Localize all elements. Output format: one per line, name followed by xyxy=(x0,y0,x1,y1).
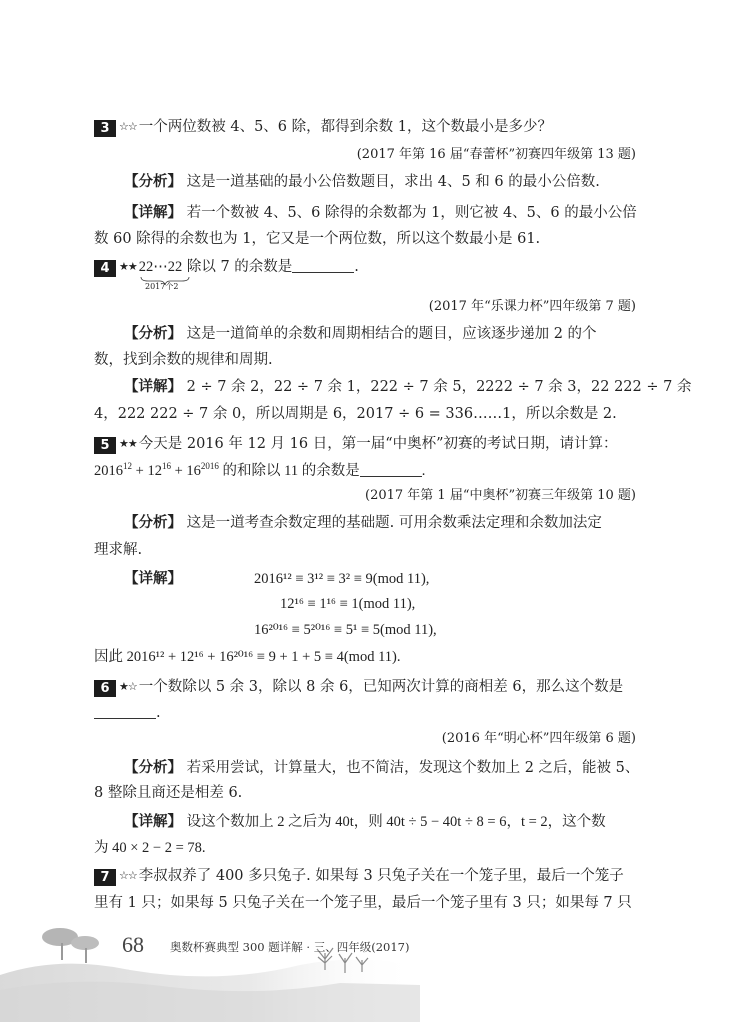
plus-sign: + xyxy=(132,463,148,479)
period: . xyxy=(421,463,426,479)
difficulty-stars: ★★ xyxy=(119,260,137,273)
problem-number-badge: 7 xyxy=(94,869,116,886)
equation-1: 2016¹² ≡ 3¹² ≡ 3² ≡ 9(mod 11), xyxy=(254,571,430,587)
problem-3-question xyxy=(94,117,552,137)
problem-3-detail-line1 xyxy=(124,203,637,223)
question-text: 一个两位数被 4、5、6 除，都得到余数 1，这个数最小是多少？ xyxy=(138,119,552,135)
detail-label: 【详解】 xyxy=(124,814,182,830)
problem-6-detail-line1 xyxy=(124,812,606,832)
problem-6-analysis-line2: 8 整除且商还是相差 6. xyxy=(94,785,243,801)
problem-4-question xyxy=(94,257,359,277)
problem-4-source: (2017 年“乐课力杯”四年级第 7 题) xyxy=(428,299,636,314)
problem-number-badge: 4 xyxy=(94,260,116,277)
problem-5-question-line1 xyxy=(94,434,618,454)
difficulty-stars: ★★ xyxy=(119,437,137,450)
problem-number-badge: 6 xyxy=(94,680,116,697)
problem-5-analysis-line2: 理求解. xyxy=(94,542,143,558)
analysis-text: 这是一道基础的最小公倍数题目，求出 4、5 和 6 的最小公倍数. xyxy=(186,174,600,190)
problem-number-badge: 3 xyxy=(94,120,116,137)
book-title: 奥数杯赛典型 300 题详解 · 三、四年级(2017) xyxy=(170,940,410,954)
analysis-text: 这是一道简单的余数和周期相结合的题目，应该逐步递加 2 的个 xyxy=(186,326,597,342)
plus-sign: + xyxy=(170,463,187,479)
answer-blank xyxy=(360,462,422,477)
repeated-digit-expression: 22⋯22 xyxy=(138,259,183,275)
question-text: 一个数除以 5 余 3，除以 8 余 6，已知两次计算的商相差 6，那么这个数是 xyxy=(138,679,624,695)
problem-5-analysis-line1 xyxy=(124,513,602,533)
problem-5-conclusion: 因此 2016¹² + 12¹⁶ + 16²⁰¹⁶ ≡ 9 + 1 + 5 ≡ 4(mod 11). xyxy=(94,649,401,665)
problem-5-detail-label xyxy=(124,569,182,589)
exponent-2016: 2016 xyxy=(200,461,219,471)
question-text: 除以 7 的余数是 xyxy=(186,259,293,275)
problem-6-source: (2016 年“明心杯”四年级第 6 题) xyxy=(441,731,636,746)
exponent-12: 12 xyxy=(123,461,132,471)
detail-label: 【详解】 xyxy=(124,205,182,221)
problem-3-detail-line2: 数 60 除得的余数也为 1，它又是一个两位数，所以这个数最小是 61. xyxy=(94,231,541,247)
base-12: 12 xyxy=(147,463,162,479)
analysis-label: 【分析】 xyxy=(124,174,182,190)
difficulty-stars: ☆☆ xyxy=(119,120,137,133)
analysis-text: 若采用尝试，计算量大，也不简洁，发现这个数加上 2 之后，能被 5、 xyxy=(186,760,640,776)
analysis-text: 这是一道考查余数定理的基础题. 可用余数乘法定理和余数加法定 xyxy=(186,515,602,531)
detail-text: 设这个数加上 2 之后为 40t，则 40t ÷ 5 − 40t ÷ 8 = 6，t = 2，这个数 xyxy=(186,814,606,830)
footer-landscape-decoration xyxy=(0,915,420,1022)
exponent-16: 16 xyxy=(161,461,171,471)
answer-blank xyxy=(292,258,354,273)
problem-4-detail-line2: 4，222 222 ÷ 7 余 0，所以周期是 6，2017 ÷ 6 = 336……1，所以余数是 2. xyxy=(94,406,617,422)
period: . xyxy=(156,705,161,721)
problem-6-analysis-line1 xyxy=(124,758,639,778)
problem-4-analysis-line1 xyxy=(124,324,597,344)
difficulty-stars: ☆☆ xyxy=(119,869,137,882)
question-text: 李叔叔养了 400 多只兔子. 如果每 3 只兔子关在一个笼子里，最后一个笼子 xyxy=(138,868,624,884)
question-text: 的和除以 11 的余数是 xyxy=(218,463,360,479)
problem-4-analysis-line2: 数，找到余数的规律和周期. xyxy=(94,352,273,368)
problem-5-source: (2017 年第 1 届“中奥杯”初赛三年级第 10 题) xyxy=(365,488,636,503)
problem-6-question-line1 xyxy=(94,677,623,697)
problem-7-question-line1 xyxy=(94,866,624,886)
problem-7-question-line2: 里有 1 只；如果每 5 只兔子关在一个笼子里，最后一个笼子里有 3 只；如果每 7 只 xyxy=(94,895,632,911)
analysis-label: 【分析】 xyxy=(124,760,182,776)
period: . xyxy=(354,259,359,275)
base-16: 16 xyxy=(186,463,201,479)
equation-2: 12¹⁶ ≡ 1¹⁶ ≡ 1(mod 11), xyxy=(280,596,416,612)
detail-label: 【详解】 xyxy=(124,379,182,395)
analysis-label: 【分析】 xyxy=(124,326,182,342)
detail-label: 【详解】 xyxy=(124,571,182,587)
detail-text: 若一个数被 4、5、6 除得的余数都为 1，则它被 4、5、6 的最小公倍 xyxy=(186,205,637,221)
problem-6-question-line2 xyxy=(94,703,161,723)
analysis-label: 【分析】 xyxy=(124,515,182,531)
page-number: 68 xyxy=(122,932,144,957)
problem-6-detail-line2: 为 40 × 2 − 2 = 78. xyxy=(94,840,206,856)
detail-text: 2 ÷ 7 余 2，22 ÷ 7 余 1，222 ÷ 7 余 5，2222 ÷ 7 余 3，22 222 ÷ 7 余 xyxy=(186,379,692,395)
base-2016: 2016 xyxy=(94,463,123,479)
underbrace-label: 2017个2 xyxy=(145,282,179,291)
question-text: 今天是 2016 年 12 月 16 日，第一届“中奥杯”初赛的考试日期，请计算： xyxy=(138,436,618,452)
problem-3-source: (2017 年第 16 届“春蕾杯”初赛四年级第 13 题) xyxy=(356,147,636,162)
difficulty-stars: ★☆ xyxy=(119,680,137,693)
problem-4-detail-line1 xyxy=(124,377,691,397)
equation-3: 16²⁰¹⁶ ≡ 5²⁰¹⁶ ≡ 5¹ ≡ 5(mod 11), xyxy=(254,622,437,638)
problem-5-question-line2 xyxy=(94,461,425,481)
answer-blank xyxy=(94,704,156,719)
problem-3-analysis xyxy=(124,172,600,192)
problem-number-badge: 5 xyxy=(94,437,116,454)
